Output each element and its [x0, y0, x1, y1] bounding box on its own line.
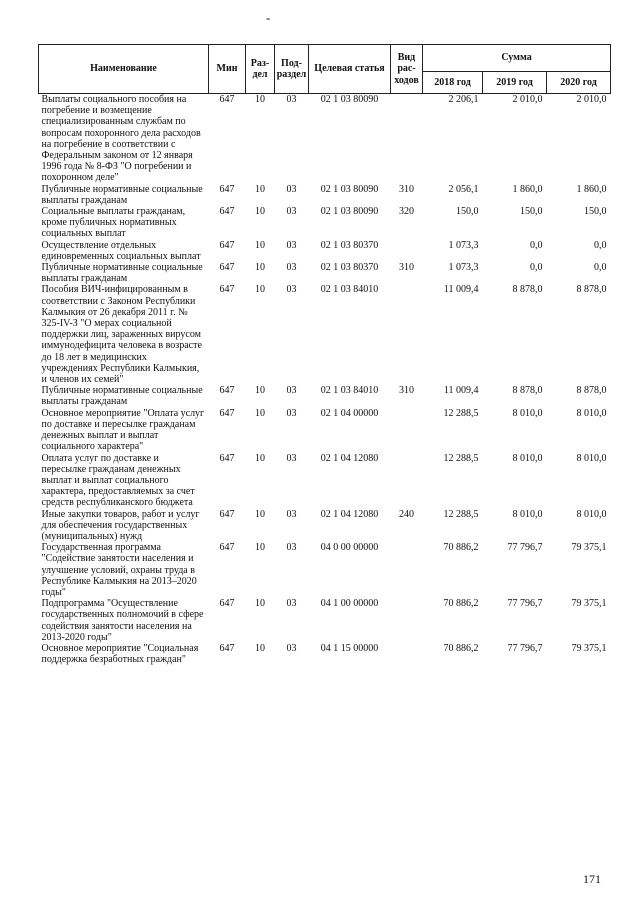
row-podrazdel: 03 — [286, 284, 297, 296]
row-2018: 2 056,1 — [448, 183, 479, 195]
row-celevaya: 02 1 03 80090 — [320, 94, 379, 105]
row-2020: 2 010,0 — [576, 94, 607, 105]
row-vid: 320 — [399, 206, 414, 218]
row-razdel: 10 — [255, 508, 265, 520]
row-min: 647 — [219, 183, 235, 195]
row-min: 647 — [219, 642, 235, 654]
row-vid — [391, 453, 423, 509]
row-2018: 12 288,5 — [443, 452, 479, 464]
header-2019: 2019 год — [483, 72, 547, 94]
row-razdel: 10 — [255, 385, 265, 397]
row-2018: 70 886,2 — [443, 598, 479, 610]
header-vid: Вид рас-ходов — [391, 45, 423, 94]
header-razdel: Раз-дел — [246, 45, 275, 94]
row-vid: 310 — [399, 262, 414, 274]
row-min: 647 — [219, 206, 235, 218]
row-name: Публичные нормативные социальные выплаты гражданам — [41, 262, 203, 285]
row-2018: 70 886,2 — [443, 642, 479, 654]
row-podrazdel: 03 — [286, 542, 297, 554]
row-2020: 8 878,0 — [576, 284, 607, 296]
row-podrazdel: 03 — [286, 262, 297, 274]
row-2019: 0,0 — [530, 239, 543, 251]
row-celevaya: 02 1 04 00000 — [320, 407, 379, 419]
row-name: Оплата услуг по доставке и пересылке гражданам денежных выплат и выплат социального характера, предоставляемых за счет средств республиканского бюджета — [41, 452, 195, 509]
row-2019: 1 860,0 — [512, 183, 543, 195]
budget-table — [38, 44, 610, 665]
row-razdel: 10 — [255, 94, 265, 105]
row-podrazdel: 03 — [286, 385, 297, 397]
row-vid: 310 — [399, 183, 414, 195]
row-2019: 8 010,0 — [512, 508, 543, 520]
table-row — [39, 408, 611, 453]
row-2020: 8 878,0 — [576, 385, 607, 397]
row-celevaya: 02 1 03 80370 — [320, 239, 379, 251]
header-name: Наименование — [39, 45, 209, 94]
row-podrazdel: 03 — [286, 407, 297, 419]
row-min: 647 — [219, 407, 235, 419]
table-row — [39, 385, 611, 407]
row-min: 647 — [219, 452, 235, 464]
row-2019: 77 796,7 — [507, 642, 543, 654]
row-min: 647 — [219, 542, 235, 554]
row-2019: 8 878,0 — [512, 284, 543, 296]
header-summa: Сумма — [423, 45, 611, 72]
table-row — [39, 184, 611, 206]
row-2018: 11 009,4 — [443, 284, 479, 296]
row-vid — [391, 408, 423, 453]
table-row — [39, 206, 611, 240]
row-celevaya: 04 1 00 00000 — [320, 598, 379, 610]
row-2019: 77 796,7 — [507, 542, 543, 554]
row-min: 647 — [219, 508, 235, 520]
row-name: Публичные нормативные социальные выплаты гражданам — [41, 385, 203, 408]
row-2019: 8 010,0 — [512, 407, 543, 419]
header-min: Мин — [209, 45, 246, 94]
row-razdel: 10 — [255, 183, 265, 195]
row-name: Основное мероприятие "Социальная поддержка безработных граждан" — [41, 642, 199, 666]
table-row — [39, 542, 611, 598]
row-razdel: 10 — [255, 642, 265, 654]
row-2019: 2 010,0 — [512, 94, 543, 105]
row-2020: 8 010,0 — [576, 508, 607, 520]
row-podrazdel: 03 — [286, 642, 297, 654]
row-vid — [391, 542, 423, 598]
row-podrazdel: 03 — [286, 452, 297, 464]
header-celevaya: Целевая статья — [309, 45, 391, 94]
row-2020: 8 010,0 — [576, 452, 607, 464]
row-razdel: 10 — [255, 598, 265, 610]
row-celevaya: 02 1 04 12080 — [320, 508, 379, 520]
row-celevaya: 04 0 00 00000 — [320, 542, 379, 554]
row-2019: 150,0 — [520, 206, 543, 218]
row-name: Осуществление отдельных единовременных социальных выплат — [41, 239, 201, 262]
row-2020: 0,0 — [594, 262, 607, 274]
row-name: Социальные выплаты гражданам, кроме публичных нормативных социальных выплат — [41, 206, 186, 240]
row-podrazdel: 03 — [286, 598, 297, 610]
row-podrazdel: 03 — [286, 94, 297, 105]
table-row — [39, 240, 611, 262]
table-row — [39, 509, 611, 543]
row-podrazdel: 03 — [286, 206, 297, 218]
row-celevaya: 02 1 03 80090 — [320, 206, 379, 218]
row-2018: 1 073,3 — [448, 239, 479, 251]
row-vid — [391, 643, 423, 665]
row-2018: 150,0 — [456, 206, 479, 218]
row-podrazdel: 03 — [286, 508, 297, 520]
row-2019: 8 010,0 — [512, 452, 543, 464]
row-min: 647 — [219, 284, 235, 296]
table-row — [39, 453, 611, 509]
row-2020: 1 860,0 — [576, 183, 607, 195]
row-2020: 8 010,0 — [576, 407, 607, 419]
row-vid: 310 — [399, 385, 414, 397]
row-vid — [391, 598, 423, 643]
row-name: Пособия ВИЧ-инфицированным в соответствии с Законом Республики Калмыкия от 26 декабря 2011 г. № 325-IV-З "О мерах социальной поддержки лиц, зараженных вирусом иммунодефицита человека в возрасте до 18 лет в медицинских учреждениях Республики Калмыкия, и членов их семей" — [41, 284, 202, 386]
table-row — [39, 262, 611, 284]
row-2018: 1 073,3 — [448, 262, 479, 274]
header-dash: - — [266, 10, 271, 25]
row-2019: 8 878,0 — [512, 385, 543, 397]
row-name: Подпрограмма "Осуществление государственных полномочий в сфере содействия занятости населения на 2013-2020 годы" — [41, 598, 204, 643]
row-min: 647 — [219, 385, 235, 397]
row-razdel: 10 — [255, 407, 265, 419]
row-min: 647 — [219, 94, 235, 105]
row-razdel: 10 — [255, 239, 265, 251]
row-podrazdel: 03 — [286, 183, 297, 195]
row-2018: 2 206,1 — [448, 94, 479, 105]
row-2018: 70 886,2 — [443, 542, 479, 554]
row-celevaya: 02 1 04 12080 — [320, 452, 379, 464]
row-2019: 77 796,7 — [507, 598, 543, 610]
row-razdel: 10 — [255, 262, 265, 274]
row-celevaya: 02 1 03 84010 — [320, 284, 379, 296]
row-2020: 79 375,1 — [571, 642, 607, 654]
row-vid — [391, 240, 423, 262]
row-2020: 79 375,1 — [571, 542, 607, 554]
row-podrazdel: 03 — [286, 239, 297, 251]
table-body — [39, 94, 611, 666]
row-2018: 12 288,5 — [443, 508, 479, 520]
header-podrazdel: Под-раздел — [275, 45, 309, 94]
row-vid — [391, 284, 423, 385]
row-min: 647 — [219, 598, 235, 610]
row-name: Публичные нормативные социальные выплаты гражданам — [41, 183, 203, 206]
row-name: Выплаты социального пособия на погребение и возмещение специализированным службам по вопросам похоронного дела расходов на погребение в соответствии с Федеральным законом от 12 января 1996 года № 8-ФЗ "О погребении и похоронном деле" — [41, 94, 201, 184]
table-row — [39, 94, 611, 184]
row-2019: 0,0 — [530, 262, 543, 274]
row-celevaya: 02 1 03 84010 — [320, 385, 379, 397]
table-row — [39, 598, 611, 643]
row-2018: 11 009,4 — [443, 385, 479, 397]
table-row — [39, 284, 611, 385]
row-celevaya: 02 1 03 80090 — [320, 183, 379, 195]
row-razdel: 10 — [255, 452, 265, 464]
row-name: Государственная программа "Содействие занятости населения и улучшение условий, охраны труда в Республике Калмыкия на 2013–2020 годы" — [41, 542, 197, 598]
table-header — [39, 45, 611, 94]
row-2020: 150,0 — [584, 206, 607, 218]
row-min: 647 — [219, 239, 235, 251]
row-2020: 0,0 — [594, 239, 607, 251]
row-celevaya: 04 1 15 00000 — [320, 642, 379, 654]
row-razdel: 10 — [255, 206, 265, 218]
row-2018: 12 288,5 — [443, 407, 479, 419]
row-razdel: 10 — [255, 284, 265, 296]
row-razdel: 10 — [255, 542, 265, 554]
row-vid: 240 — [399, 508, 414, 520]
page-number: 171 — [583, 872, 601, 886]
header-2018: 2018 год — [423, 72, 483, 94]
row-name: Основное мероприятие "Оплата услуг по доставке и пересылке гражданам денежных выплат и выплат социального характера" — [41, 407, 205, 453]
header-2020: 2020 год — [547, 72, 611, 94]
table-row — [39, 643, 611, 665]
row-name: Иные закупки товаров, работ и услуг для обеспечения государственных (муниципальных) нужд — [41, 508, 200, 542]
row-vid — [391, 94, 423, 184]
row-celevaya: 02 1 03 80370 — [320, 262, 379, 274]
row-2020: 79 375,1 — [571, 598, 607, 610]
row-min: 647 — [219, 262, 235, 274]
